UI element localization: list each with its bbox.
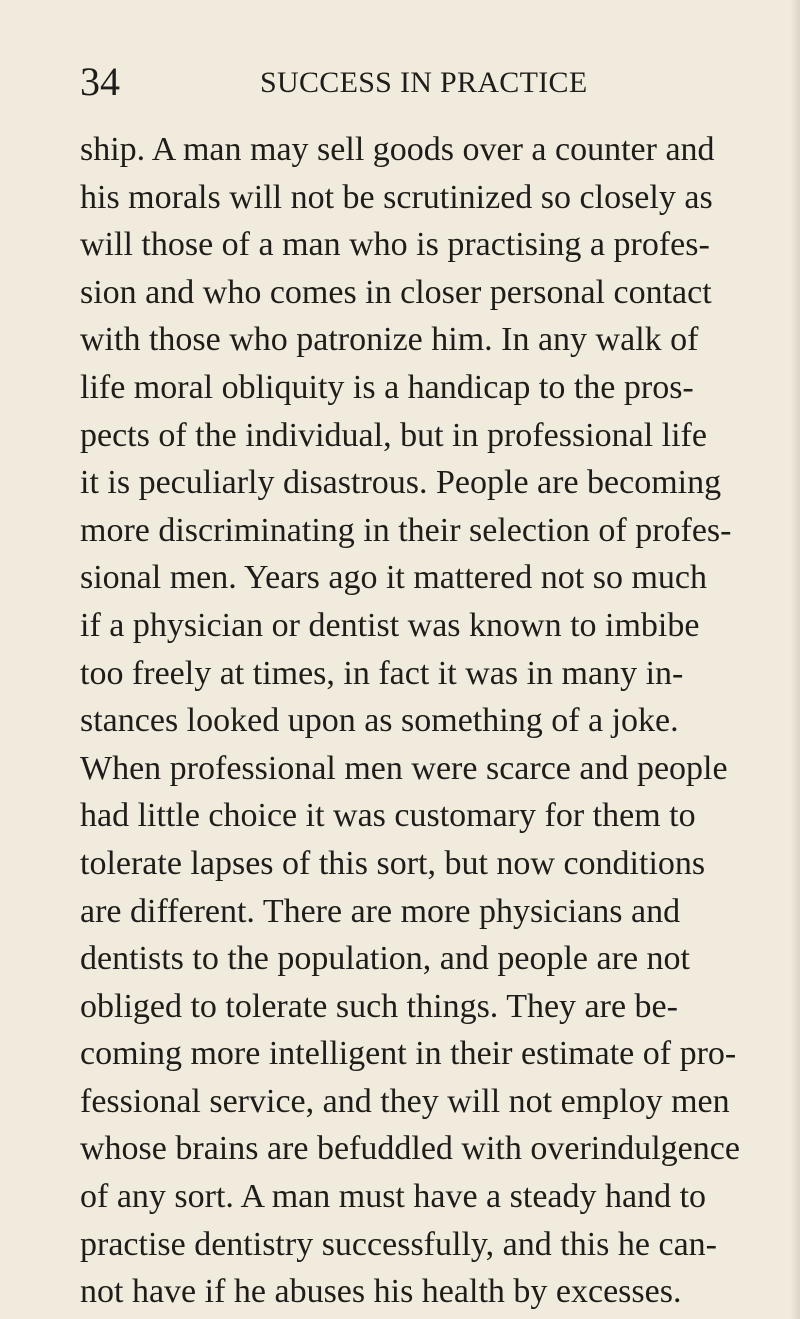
page-number: 34 bbox=[80, 59, 120, 104]
text-line: will those of a man who is practising a profes- bbox=[80, 226, 710, 264]
text-line: pects of the individual, but in professional life bbox=[80, 416, 707, 454]
text-line: coming more intelligent in their estimate of pro- bbox=[80, 1035, 737, 1073]
text-line: if a physician or dentist was known to imbibe bbox=[80, 606, 700, 644]
running-head-title: SUCCESS IN PRACTICE bbox=[260, 66, 588, 99]
text-line: practise dentistry successfully, and this he can- bbox=[80, 1225, 717, 1263]
running-head bbox=[80, 58, 760, 108]
text-line: had little choice it was customary for them to bbox=[80, 797, 696, 835]
text-line: dentists to the population, and people are not bbox=[80, 940, 690, 978]
text-line: more discriminating in their selection of profes- bbox=[80, 511, 732, 549]
text-line: tolerate lapses of this sort, but now conditions bbox=[80, 844, 706, 882]
text-line: sion and who comes in closer personal contact bbox=[80, 273, 712, 311]
text-line: ship. A man may sell goods over a counter and bbox=[80, 131, 715, 168]
page-edge-shadow bbox=[790, 0, 800, 1319]
text-line: fessional service, and they will not employ men bbox=[80, 1082, 730, 1120]
text-line: life moral obliquity is a handicap to the pros- bbox=[80, 368, 694, 406]
text-line: it is peculiarly disastrous. People are becoming bbox=[80, 464, 722, 502]
text-line: not have if he abuses his health by excesses. bbox=[80, 1273, 682, 1311]
text-line: When professional men were scarce and people bbox=[80, 749, 728, 787]
text-line: too freely at times, in fact it was in many in- bbox=[80, 654, 684, 692]
text-line: with those who patronize him. In any walk of bbox=[80, 321, 699, 359]
text-line: his morals will not be scrutinized so closely as bbox=[80, 178, 713, 216]
text-line: are different. There are more physicians and bbox=[80, 892, 681, 930]
text-line: stances looked upon as something of a joke. bbox=[80, 702, 679, 740]
text-line: obliged to tolerate such things. They are be- bbox=[80, 987, 678, 1025]
text-line: whose brains are befuddled with overindulgence bbox=[80, 1130, 740, 1168]
body-text bbox=[80, 126, 770, 1316]
text-line: of any sort. A man must have a steady hand to bbox=[80, 1178, 707, 1216]
text-line: sional men. Years ago it mattered not so much bbox=[80, 559, 708, 597]
